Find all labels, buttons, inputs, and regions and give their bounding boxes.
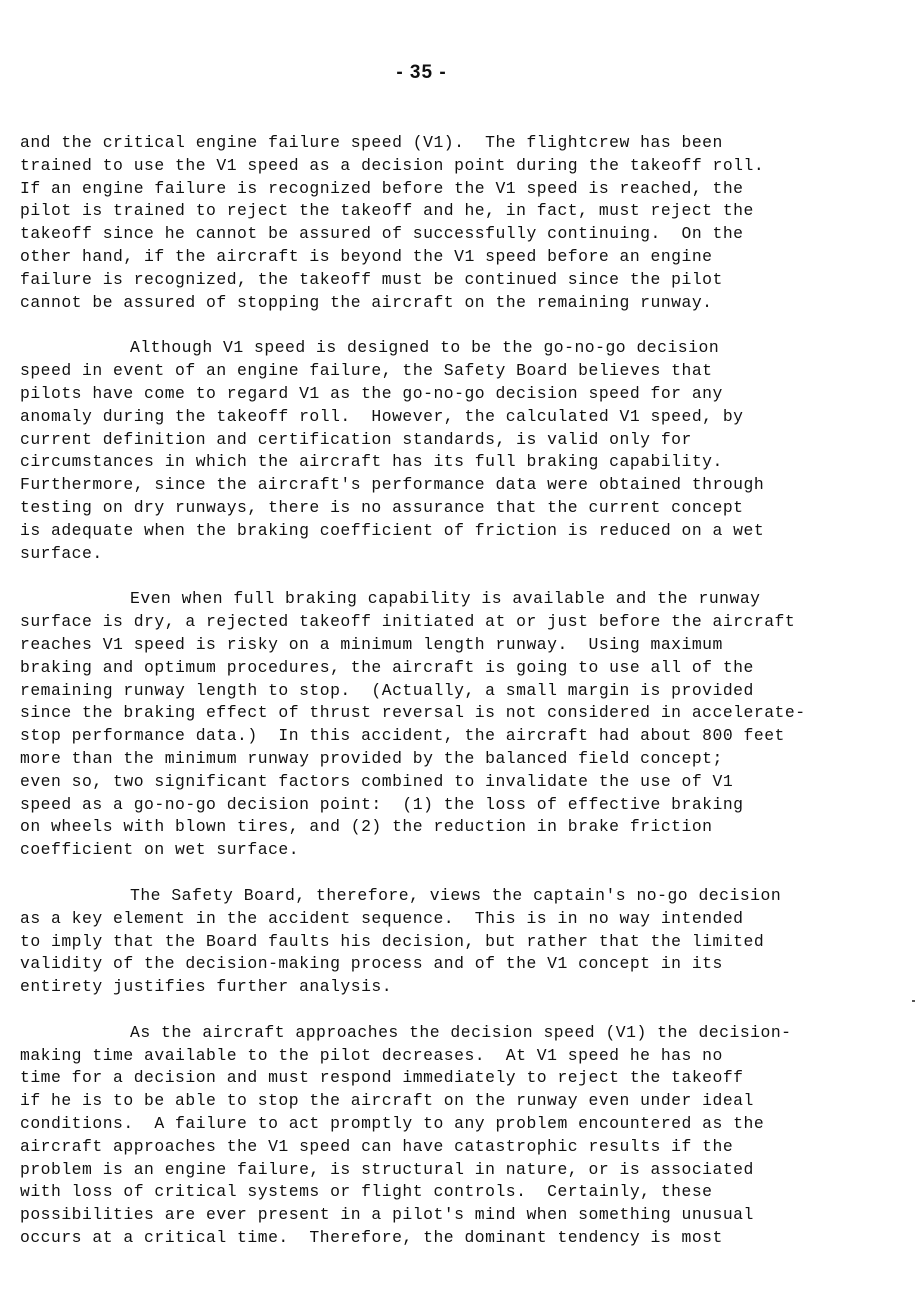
scan-edge-mark [912,1000,915,1002]
text-line: cannot be assured of stopping the aircraft on the remaining runway. [20,292,713,312]
text-line: making time available to the pilot decreases. At V1 speed he has no [20,1045,723,1065]
text-line: entirety justifies further analysis. [20,977,393,997]
text-line: other hand, if the aircraft is beyond the V1 speed before an engine [20,246,713,266]
text-line: surface. [20,543,103,563]
text-line: remaining runway length to stop. (Actually, a small margin is provided [20,680,754,700]
text-line: possibilities are ever present in a pilot's mind when something unusual [20,1205,754,1225]
text-line: testing on dry runways, there is no assurance that the current concept [20,497,744,517]
text-line: braking and optimum procedures, the aircraft is going to use all of the [20,657,754,677]
paragraph-1 [20,132,880,314]
text-line: takeoff since he cannot be assured of successfully continuing. On the [20,224,744,244]
paragraph-4 [20,885,880,999]
text-line: conditions. A failure to act promptly to any problem encountered as the [20,1114,765,1134]
text-line: speed in event of an engine failure, the Safety Board believes that [20,361,713,381]
text-line: Furthermore, since the aircraft's performance data were obtained through [20,475,765,495]
text-line: time for a decision and must respond immediately to reject the takeoff [20,1068,744,1088]
text-line: problem is an engine failure, is structural in nature, or is associated [20,1159,754,1179]
text-line: circumstances in which the aircraft has its full braking capability. [20,452,723,472]
text-line: if he is to be able to stop the aircraft on the runway even under ideal [20,1091,754,1111]
text-line: pilots have come to regard V1 as the go-no-go decision speed for any [20,383,723,403]
text-line: pilot is trained to reject the takeoff and he, in fact, must reject the [20,201,754,221]
text-line-first: Although V1 speed is designed to be the go-no-go decision [130,338,720,358]
text-line: stop performance data.) In this accident, the aircraft had about 800 feet [20,726,785,746]
text-line: as a key element in the accident sequence. This is in no way intended [20,908,744,928]
text-line: more than the minimum runway provided by the balanced field concept; [20,748,723,768]
text-line-first: Even when full braking capability is available and the runway [130,589,761,609]
paragraph-3 [20,588,880,862]
text-line: and the critical engine failure speed (V1). The flightcrew has been [20,133,723,152]
text-line: anomaly during the takeoff roll. However, the calculated V1 speed, by [20,406,744,426]
text-line: is adequate when the braking coefficient of friction is reduced on a wet [20,520,765,540]
text-line: validity of the decision-making process and of the V1 concept in its [20,954,723,974]
body-text [20,132,880,1273]
paragraph-5 [20,1022,880,1250]
text-line-first: As the aircraft approaches the decision speed (V1) the decision- [130,1022,792,1042]
text-line: surface is dry, a rejected takeoff initiated at or just before the aircraft [20,612,796,632]
text-line: on wheels with blown tires, and (2) the reduction in brake friction [20,817,713,837]
text-line: since the braking effect of thrust reversal is not considered in accelerate- [20,703,806,723]
text-line: occurs at a critical time. Therefore, the dominant tendency is most [20,1228,723,1248]
text-line: even so, two significant factors combined to invalidate the use of V1 [20,771,734,791]
text-line: coefficient on wet surface. [20,840,300,860]
text-line: failure is recognized, the takeoff must be continued since the pilot [20,269,723,289]
text-line: If an engine failure is recognized before the V1 speed is reached, the [20,178,744,198]
page-number: - 35 - [396,62,447,83]
text-line: to imply that the Board faults his decision, but rather that the limited [20,931,765,951]
text-line: speed as a go-no-go decision point: (1) the loss of effective braking [20,794,744,814]
paragraph-2 [20,337,880,565]
text-line: current definition and certification standards, is valid only for [20,429,692,449]
text-line: reaches V1 speed is risky on a minimum length runway. Using maximum [20,634,723,654]
text-line: with loss of critical systems or flight controls. Certainly, these [20,1182,713,1202]
text-line-first: The Safety Board, therefore, views the captain's no-go decision [130,885,782,905]
text-line: aircraft approaches the V1 speed can have catastrophic results if the [20,1136,734,1156]
text-line: trained to use the V1 speed as a decision point during the takeoff roll. [20,155,765,175]
